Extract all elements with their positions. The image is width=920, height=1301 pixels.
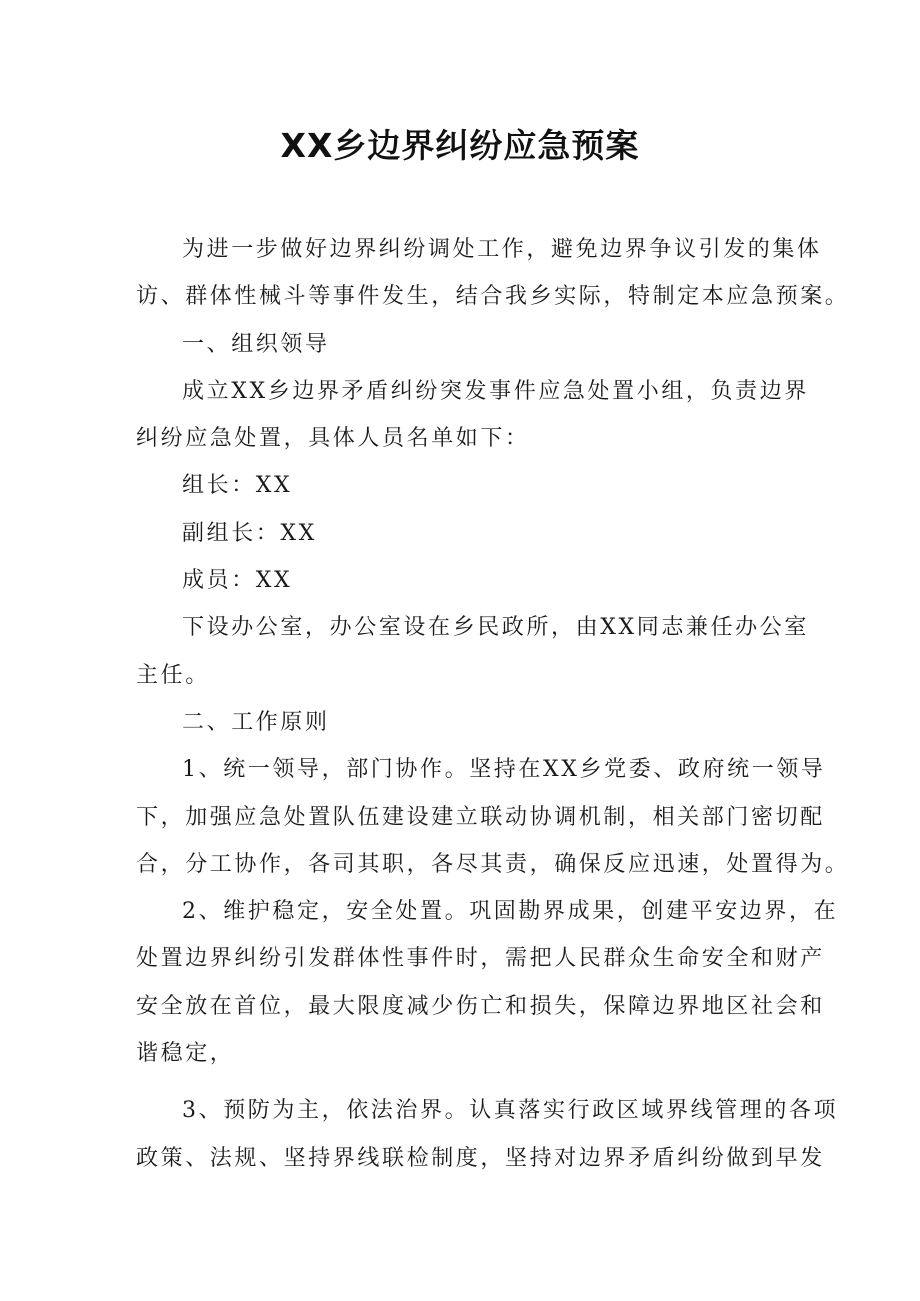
paragraph-line: 下，加强应急处置队伍建设建立联动协调机制，相关部门密切配: [136, 804, 825, 830]
paragraph-line: 主任。: [136, 662, 210, 688]
paragraph-line: 政策、法规、坚持界线联检制度，坚持对边界矛盾纠纷做到早发: [136, 1145, 825, 1171]
paragraph-line: 访、群体性械斗等事件发生，结合我乡实际，特制定本应急预案。: [136, 284, 850, 310]
list-item: 成员：XX: [182, 568, 293, 594]
paragraph-line: 处置边界纠纷引发群体性事件时，需把人民群众生命安全和财产: [136, 946, 825, 972]
section-heading: 二、工作原则: [182, 709, 330, 735]
list-item: 组长：XX: [182, 473, 293, 499]
paragraph-line: 3、预防为主，依法治界。认真落实行政区域界线管理的各项: [182, 1098, 839, 1124]
paragraph-line: 谐稳定，: [136, 1041, 235, 1067]
paragraph-line: 合，分工协作，各司其职，各尽其责，确保反应迅速，处置得为。: [136, 851, 850, 877]
section-heading: 一、组织领导: [182, 331, 330, 357]
paragraph-line: 安全放在首位，最大限度减少伤亡和损失，保障边界地区社会和: [136, 993, 825, 1019]
paragraph-line: 成立XX乡边界矛盾纠纷突发事件应急处置小组，负责边界: [182, 378, 809, 404]
paragraph-line: 为进一步做好边界纠纷调处工作，避免边界争议引发的集体: [182, 237, 822, 262]
document-title: XX乡边界纠纷应急预案: [280, 126, 640, 165]
paragraph-gap: [136, 1077, 790, 1087]
paragraph-line: 下设办公室，办公室设在乡民政所，由XX同志兼任办公室: [182, 615, 809, 641]
document-body: [136, 226, 850, 1182]
paragraph-line: 纠纷应急处置，具体人员名单如下：: [136, 426, 530, 452]
list-item: 副组长：XX: [182, 520, 317, 546]
paragraph-line: 2、维护稳定，安全处置。巩固勘界成果，创建平安边界，在: [182, 899, 839, 925]
paragraph-line: 1、统一领导，部门协作。坚持在XX乡党委、政府统一领导: [182, 757, 826, 783]
